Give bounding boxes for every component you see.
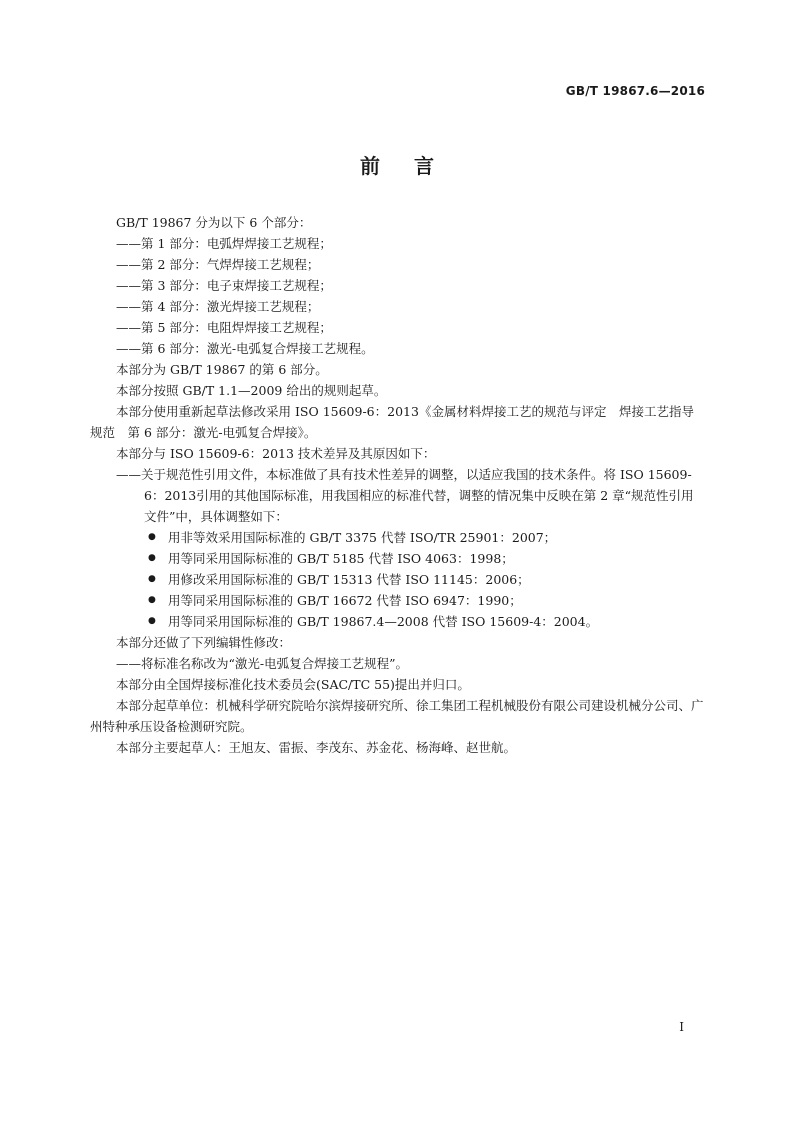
page-title: 前言 xyxy=(360,154,468,178)
edit-item: ——将标准名称改为“激光-电弧复合焊接工艺规程”。 xyxy=(116,656,409,671)
paragraph: 本部分由全国焊接标准化技术委员会(SAC/TC 55)提出并归口。 xyxy=(116,677,470,692)
list-item: ● 用等同采用国际标准的 GB/T 16672 代替 ISO 6947：1990； xyxy=(90,590,706,611)
list-item: ● 用非等效采用国际标准的 GB/T 3375 代替 ISO/TR 25901：2007； xyxy=(90,527,706,548)
part-item: ——第 6 部分：激光-电弧复合焊接工艺规程。 xyxy=(116,341,374,356)
part-item: ——第 3 部分：电子束焊接工艺规程； xyxy=(116,278,332,293)
standard-code: GB/T 19867.6—2016 xyxy=(565,84,705,98)
paragraph: 本部分起草单位：机械科学研究院哈尔滨焊接研究所、徐工集团工程机械股份有限公司建设机械分公司、广州特种承压设备检测研究院。 xyxy=(90,698,704,734)
foreword-body xyxy=(90,212,706,758)
part-item: ——第 5 部分：电阻焊焊接工艺规程； xyxy=(116,320,332,335)
substitution-list xyxy=(90,527,706,632)
list-item: ● 用等同采用国际标准的 GB/T 19867.4—2008 代替 ISO 15609-4：2004。 xyxy=(90,611,706,632)
paragraph: 本部分与 ISO 15609-6：2013 技术差异及其原因如下： xyxy=(116,446,436,461)
technical-difference-item: ——关于规范性引用文件，本标准做了具有技术性差异的调整，以适应我国的技术条件。将 ISO 15609-6：2013引用的其他国际标准，用我国相应的标准代替，调整的情况集中反映在第 2 章“规范性引用文件”中，具体调整如下： xyxy=(116,467,694,524)
paragraph: 本部分还做了下列编辑性修改： xyxy=(116,635,292,650)
part-item: ——第 2 部分：气焊焊接工艺规程； xyxy=(116,257,320,272)
part-item: ——第 1 部分：电弧焊焊接工艺规程； xyxy=(116,236,332,251)
paragraph: 本部分使用重新起草法修改采用 ISO 15609-6：2013《金属材料焊接工艺的规范与评定 焊接工艺指导规范 第 6 部分：激光-电弧复合焊接》。 xyxy=(90,404,694,440)
page-number: I xyxy=(679,1020,684,1034)
list-item: ● 用修改采用国际标准的 GB/T 15313 代替 ISO 11145：2006； xyxy=(90,569,706,590)
intro-paragraph: GB/T 19867 分为以下 6 个部分： xyxy=(116,215,312,230)
paragraph: 本部分为 GB/T 19867 的第 6 部分。 xyxy=(116,362,328,377)
part-item: ——第 4 部分：激光焊接工艺规程； xyxy=(116,299,320,314)
list-item: ● 用等同采用国际标准的 GB/T 5185 代替 ISO 4063：1998； xyxy=(90,548,706,569)
paragraph: 本部分按照 GB/T 1.1—2009 给出的规则起草。 xyxy=(116,383,387,398)
paragraph: 本部分主要起草人：王旭友、雷振、李茂东、苏金花、杨海峰、赵世航。 xyxy=(116,740,517,755)
